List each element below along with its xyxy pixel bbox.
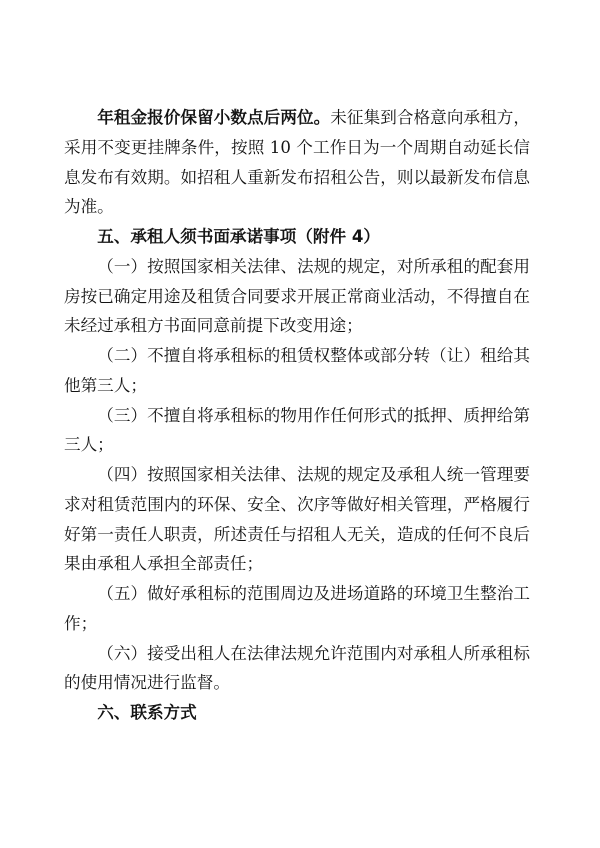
- paragraph-rent-quote: [64, 103, 530, 222]
- paragraph-rent-quote-text: 未征集到合格意向承租方，采用不变更挂牌条件，按照 10 个工作日为一个周期自动延长信息发布有效期。如招租人重新发布招租公告，则以最新发布信息为准。: [64, 108, 531, 217]
- commitment-item-4: （四）按照国家相关法律、法规的规定及承租人统一管理要求对租赁范围内的环保、安全、次序等做好相关管理，严格履行好第一责任人职责，所述责任与招租人无关，造成的任何不良后果由承租人承担全部责任；: [64, 465, 530, 574]
- paragraph-rent-quote-bold-lead: 年租金报价保留小数点后两位。: [97, 107, 331, 127]
- commitment-item-6: （六）接受出租人在法律法规允许范围内对承租人所承租标的使用情况进行监督。: [64, 643, 530, 693]
- commitment-item-5: （五）做好承租标的范围周边及进场道路的环境卫生整治工作；: [64, 584, 530, 633]
- commitment-item-2: （二）不擅自将承租标的租赁权整体或部分转（让）租给其他第三人；: [64, 346, 530, 395]
- commitment-item-3: （三）不擅自将承租标的物用作任何形式的抵押、质押给第三人；: [64, 405, 530, 455]
- heading-section6-contact: 六、联系方式: [97, 703, 197, 722]
- commitment-item-1: （一）按照国家相关法律、法规的规定，对所承租的配套用房按已确定用途及租赁合同要求开展正常商业活动，不得擅自在未经过承租方书面同意前提下改变用途；: [64, 256, 530, 336]
- heading-section5-commitments: 五、承租人须书面承诺事项（附件 4）: [97, 227, 381, 246]
